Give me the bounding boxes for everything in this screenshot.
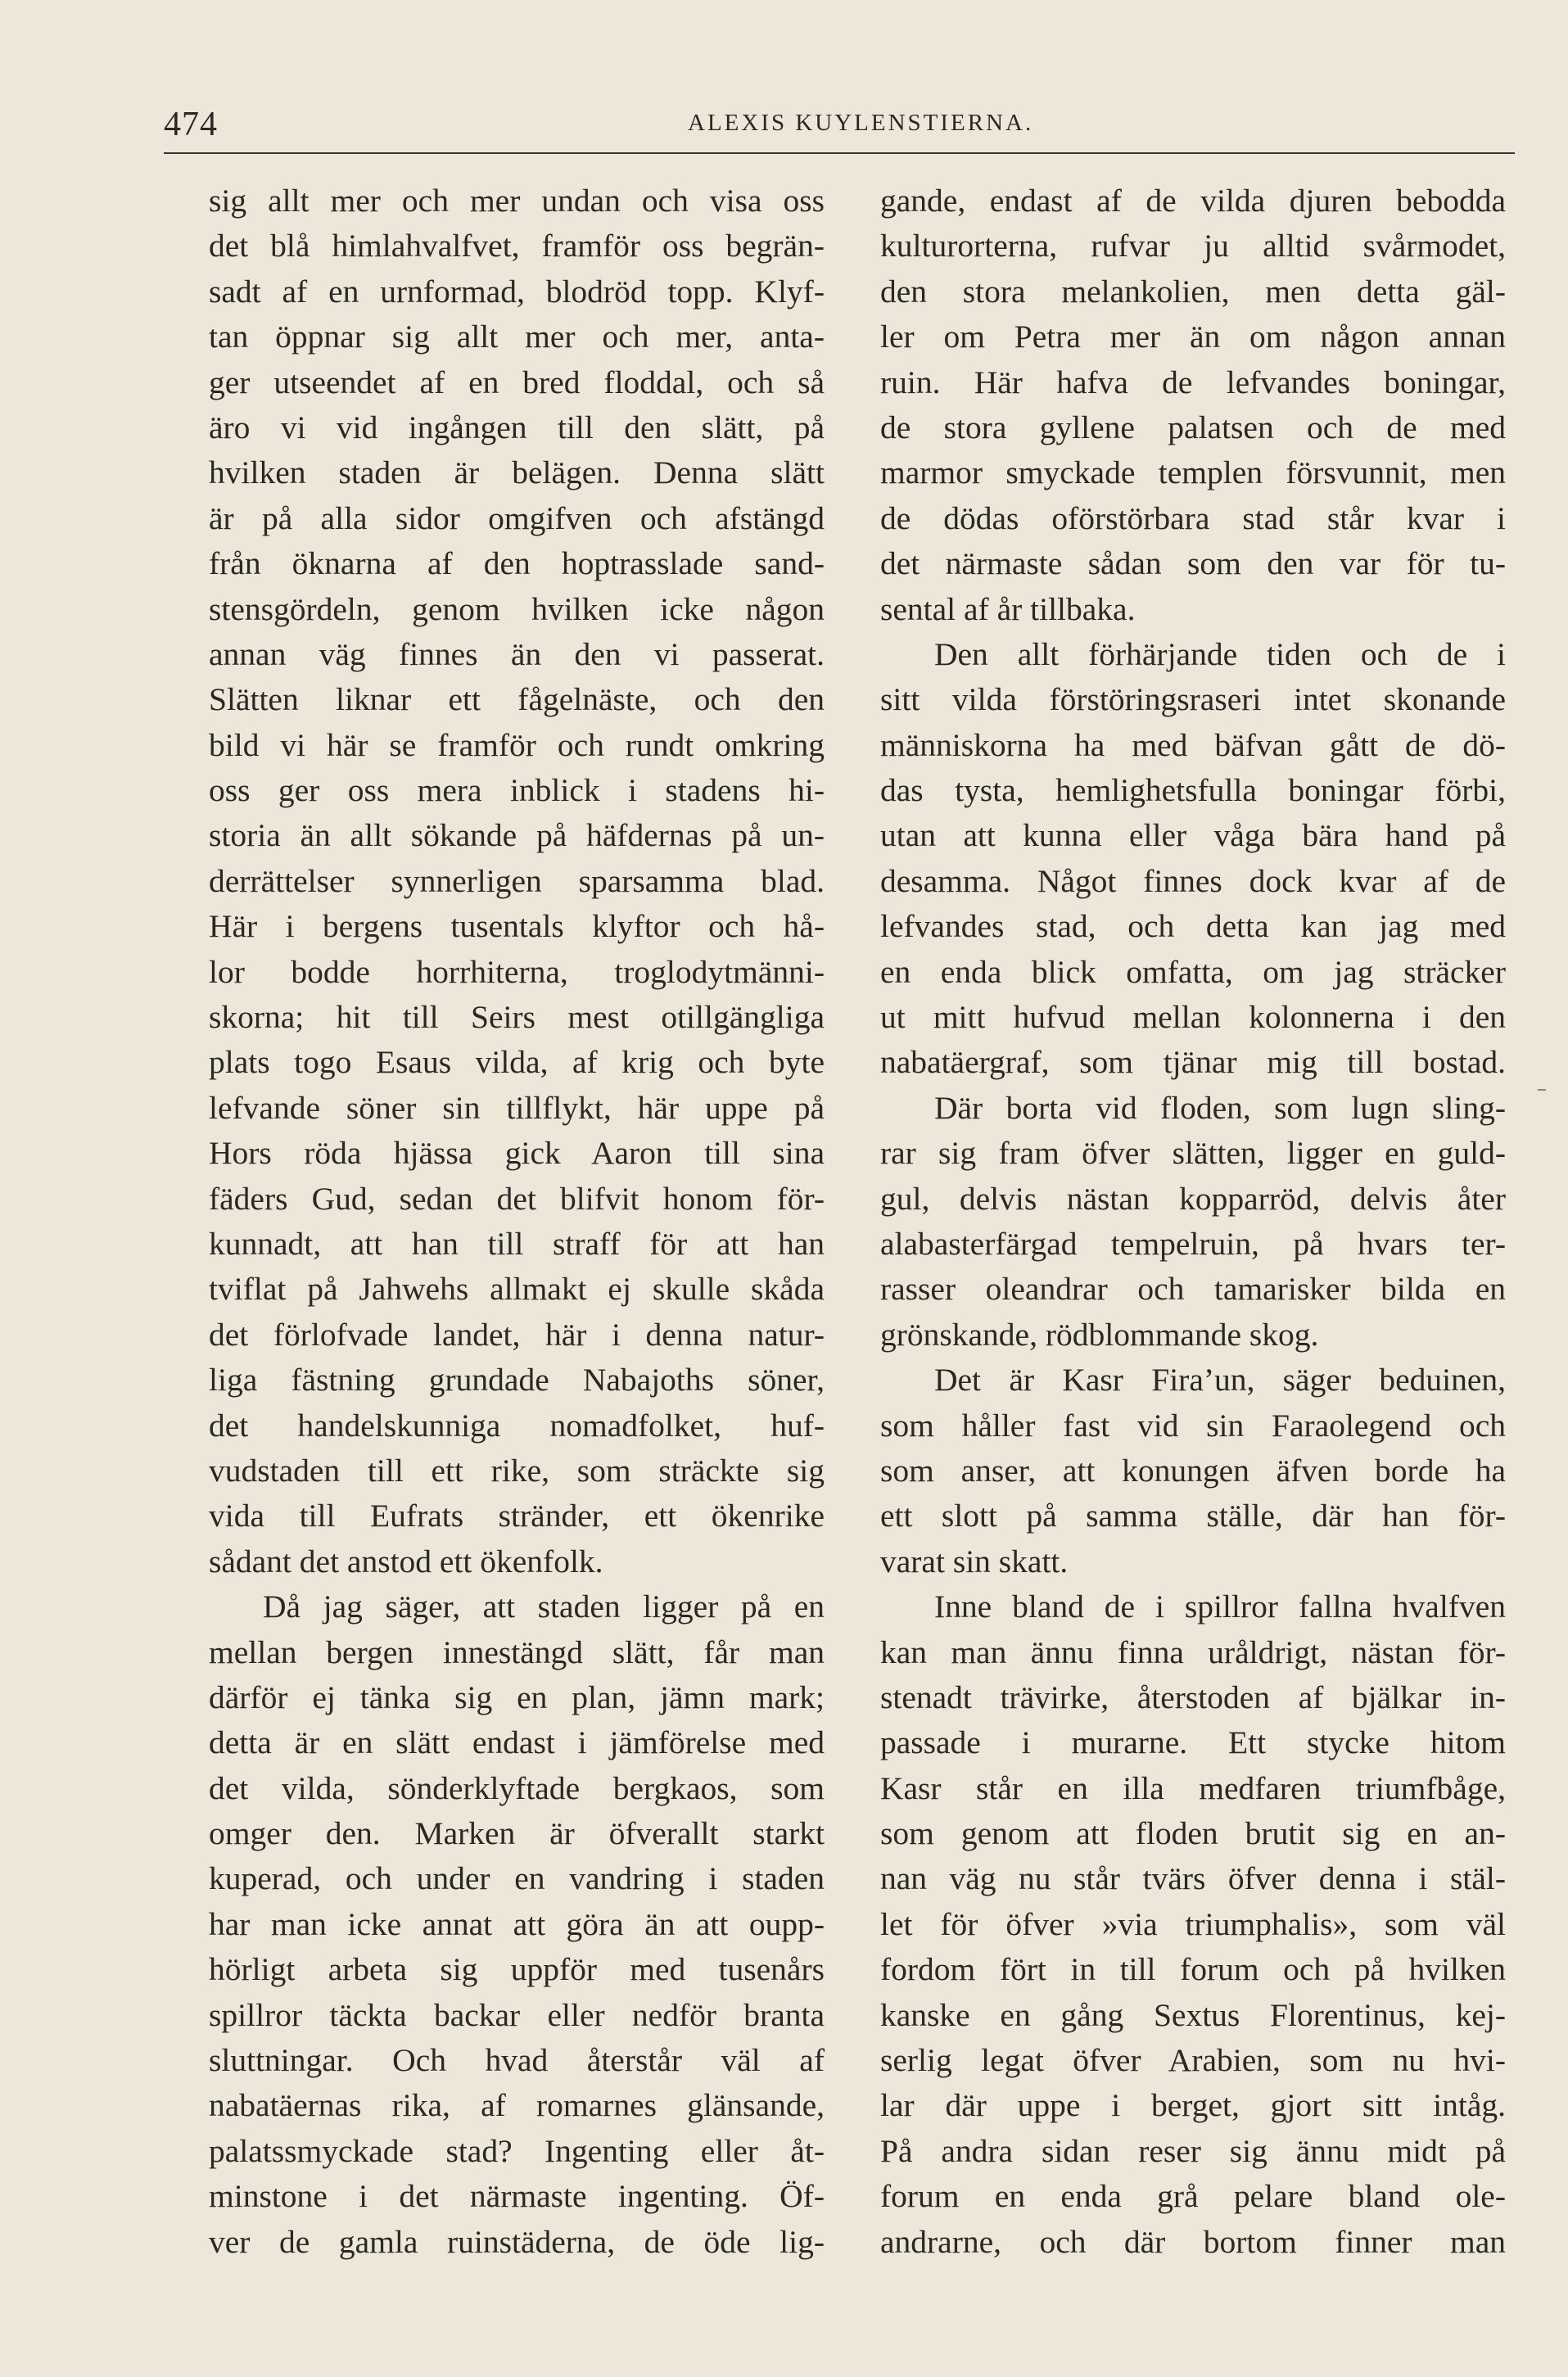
text-line: sental af år tillbaka. (880, 590, 1136, 627)
text-line: den stora melankolien, men detta gäl- (880, 273, 1506, 310)
text-line: liga fästning grundade Nabajoths söner, (209, 1362, 825, 1399)
page-number: 474 (164, 106, 218, 143)
margin-mark (1538, 1089, 1546, 1091)
text-line: kuperad, och under en vandring i staden (209, 1860, 825, 1897)
text-line: rar sig fram öfver slätten, ligger en guld- (880, 1135, 1506, 1172)
text-line: plats togo Esaus vilda, af krig och byte (209, 1044, 825, 1081)
text-line: Då jag säger, att staden ligger på en (263, 1588, 825, 1625)
header-rule (164, 152, 1515, 154)
text-line: marmor smyckade templen försvunnit, men (880, 454, 1506, 491)
text-line: rasser oleandrar och tamarisker bilda en (880, 1271, 1506, 1308)
text-line: desamma. Något finnes dock kvar af de (880, 862, 1506, 899)
text-line: kan man ännu finna uråldrigt, nästan för- (880, 1634, 1506, 1670)
text-line: das tysta, hemlighetsfulla boningar förbi, (880, 772, 1506, 809)
text-line: omger den. Marken är öfverallt starkt (209, 1815, 825, 1852)
text-line: ruin. Här hafva de lefvandes boningar, (880, 364, 1506, 400)
text-line: vudstaden till ett rike, som sträckte sig (209, 1452, 825, 1489)
text-line: kunnadt, att han till straff för att han (209, 1225, 825, 1262)
text-line: sådant det anstod ett ökenfolk. (209, 1543, 603, 1579)
text-line: detta är en slätt endast i jämförelse med (209, 1724, 825, 1761)
text-line: Där borta vid floden, som lugn sling- (934, 1089, 1506, 1126)
text-line: som håller fast vid sin Faraolegend och (880, 1407, 1506, 1444)
text-line: människorna ha med bäfvan gått de dö- (880, 726, 1506, 763)
text-line: stenadt trävirke, återstoden af bjälkar in- (880, 1679, 1506, 1715)
text-line: bild vi här se framför och rundt omkring (209, 726, 825, 763)
text-line: andrarne, och där bortom finner man (880, 2223, 1506, 2260)
text-line: lefvandes stad, och detta kan jag med (880, 908, 1506, 945)
text-line: Kasr står en illa medfaren triumfbåge, (880, 1769, 1506, 1806)
text-line: Här i bergens tusentals klyftor och hå- (209, 908, 825, 945)
text-line: kanske en gång Sextus Florentinus, kej- (880, 1996, 1506, 2033)
text-line: forum en enda grå pelare bland ole- (880, 2178, 1506, 2215)
text-line: det blå himlahvalfvet, framför oss begrän- (209, 228, 825, 264)
text-line: nabatäergraf, som tjänar mig till bostad. (880, 1044, 1506, 1081)
text-line: de stora gyllene palatsen och de med (880, 409, 1506, 445)
text-line: lor bodde horrhiterna, troglodytmänni- (209, 953, 825, 990)
text-line: ett slott på samma ställe, där han för- (880, 1498, 1506, 1534)
page-header (164, 97, 1515, 154)
text-line: tviflat på Jahwehs allmakt ej skulle skåda (209, 1271, 825, 1308)
text-line: lefvande söner sin tillflykt, här uppe på (209, 1089, 825, 1126)
text-line: som anser, att konungen äfven borde ha (880, 1452, 1506, 1489)
text-line: det handelskunniga nomadfolket, huf- (209, 1407, 825, 1444)
text-line: palatssmyckade stad? Ingenting eller åt- (209, 2132, 825, 2169)
text-line: det vilda, sönderklyftade bergkaos, som (209, 1769, 825, 1806)
text-line: sadt af en urnformad, blodröd topp. Klyf- (209, 273, 825, 310)
text-line: minstone i det närmaste ingenting. Öf- (209, 2178, 825, 2215)
text-line: kulturorterna, rufvar ju alltid svårmodet, (880, 228, 1506, 264)
text-line: derrättelser synnerligen sparsamma blad. (209, 862, 825, 899)
text-line: ut mitt hufvud mellan kolonnerna i den (880, 999, 1506, 1036)
text-line: det förlofvade landet, här i denna natur- (209, 1316, 825, 1353)
text-line: alabasterfärgad tempelruin, på hvars ter- (880, 1225, 1506, 1262)
text-line: storia än allt sökande på häfdernas på un- (209, 817, 825, 854)
text-line: passade i murarne. Ett stycke hitom (880, 1724, 1506, 1761)
text-line: Hors röda hjässa gick Aaron till sina (209, 1135, 825, 1172)
text-line: varat sin skatt. (880, 1543, 1069, 1579)
text-line: nabatäernas rika, af romarnes glänsande, (209, 2087, 825, 2124)
text-line: hvilken staden är belägen. Denna slätt (209, 454, 825, 491)
text-line: grönskande, rödblommande skog. (880, 1316, 1319, 1353)
text-line: skorna; hit till Seirs mest otillgängliga (209, 999, 825, 1036)
text-line: de dödas oförstörbara stad står kvar i (880, 499, 1506, 536)
text-line: utan att kunna eller våga bära hand på (880, 817, 1506, 854)
text-line: tan öppnar sig allt mer och mer, anta- (209, 319, 825, 355)
text-line: Det är Kasr Fira’un, säger beduinen, (934, 1362, 1506, 1399)
text-line: gande, endast af de vilda djuren bebodda (880, 183, 1506, 219)
text-line: oss ger oss mera inblick i stadens hi- (209, 772, 825, 809)
running-head: ALEXIS KUYLENSTIERNA. (688, 110, 1034, 136)
text-line: lar där uppe i berget, gjort sitt intåg. (880, 2087, 1506, 2124)
text-line: let för öfver »via triumphalis», som väl (880, 1905, 1506, 1942)
text-line: serlig legat öfver Arabien, som nu hvi- (880, 2042, 1506, 2079)
text-line: spillror täckta backar eller nedför branta (209, 1996, 825, 2033)
text-line: därför ej tänka sig en plan, jämn mark; (209, 1679, 825, 1715)
text-line: sluttningar. Och hvad återstår väl af (209, 2042, 825, 2079)
text-line: ler om Petra mer än om någon annan (880, 319, 1506, 355)
text-line: ger utseendet af en bred floddal, och så (209, 364, 825, 400)
text-line: fäders Gud, sedan det blifvit honom för- (209, 1180, 825, 1217)
text-line: nan väg nu står tvärs öfver denna i stäl- (880, 1860, 1506, 1897)
text-line: det närmaste sådan som den var för tu- (880, 545, 1506, 582)
text-line: äro vi vid ingången till den slätt, på (209, 409, 825, 445)
text-line: sig allt mer och mer undan och visa oss (209, 183, 825, 219)
text-line: Den allt förhärjande tiden och de i (934, 635, 1506, 672)
text-line: stensgördeln, genom hvilken icke någon (209, 590, 825, 627)
text-line: mellan bergen innestängd slätt, får man (209, 1634, 825, 1670)
text-line: har man icke annat att göra än att oupp- (209, 1905, 825, 1942)
text-line: vida till Eufrats stränder, ett ökenrike (209, 1498, 825, 1534)
text-line: fordom fört in till forum och på hvilken (880, 1951, 1506, 1988)
text-line: sitt vilda förstöringsraseri intet skonande (880, 681, 1506, 718)
text-line: en enda blick omfatta, om jag sträcker (880, 953, 1506, 990)
right-column (880, 179, 1506, 2265)
left-column (209, 179, 825, 2265)
text-line: från öknarna af den hoptrasslade sand- (209, 545, 825, 582)
text-line: På andra sidan reser sig ännu midt på (880, 2132, 1506, 2169)
text-line: som genom att floden brutit sig en an- (880, 1815, 1506, 1852)
text-line: Slätten liknar ett fågelnäste, och den (209, 681, 825, 718)
text-line: hörligt arbeta sig uppför med tusenårs (209, 1951, 825, 1988)
text-line: Inne bland de i spillror fallna hvalfven (934, 1588, 1506, 1625)
text-line: gul, delvis nästan kopparröd, delvis åter (880, 1180, 1506, 1217)
text-line: ver de gamla ruinstäderna, de öde lig- (209, 2223, 825, 2260)
text-line: annan väg finnes än den vi passerat. (209, 635, 825, 672)
text-line: är på alla sidor omgifven och afstängd (209, 499, 825, 536)
